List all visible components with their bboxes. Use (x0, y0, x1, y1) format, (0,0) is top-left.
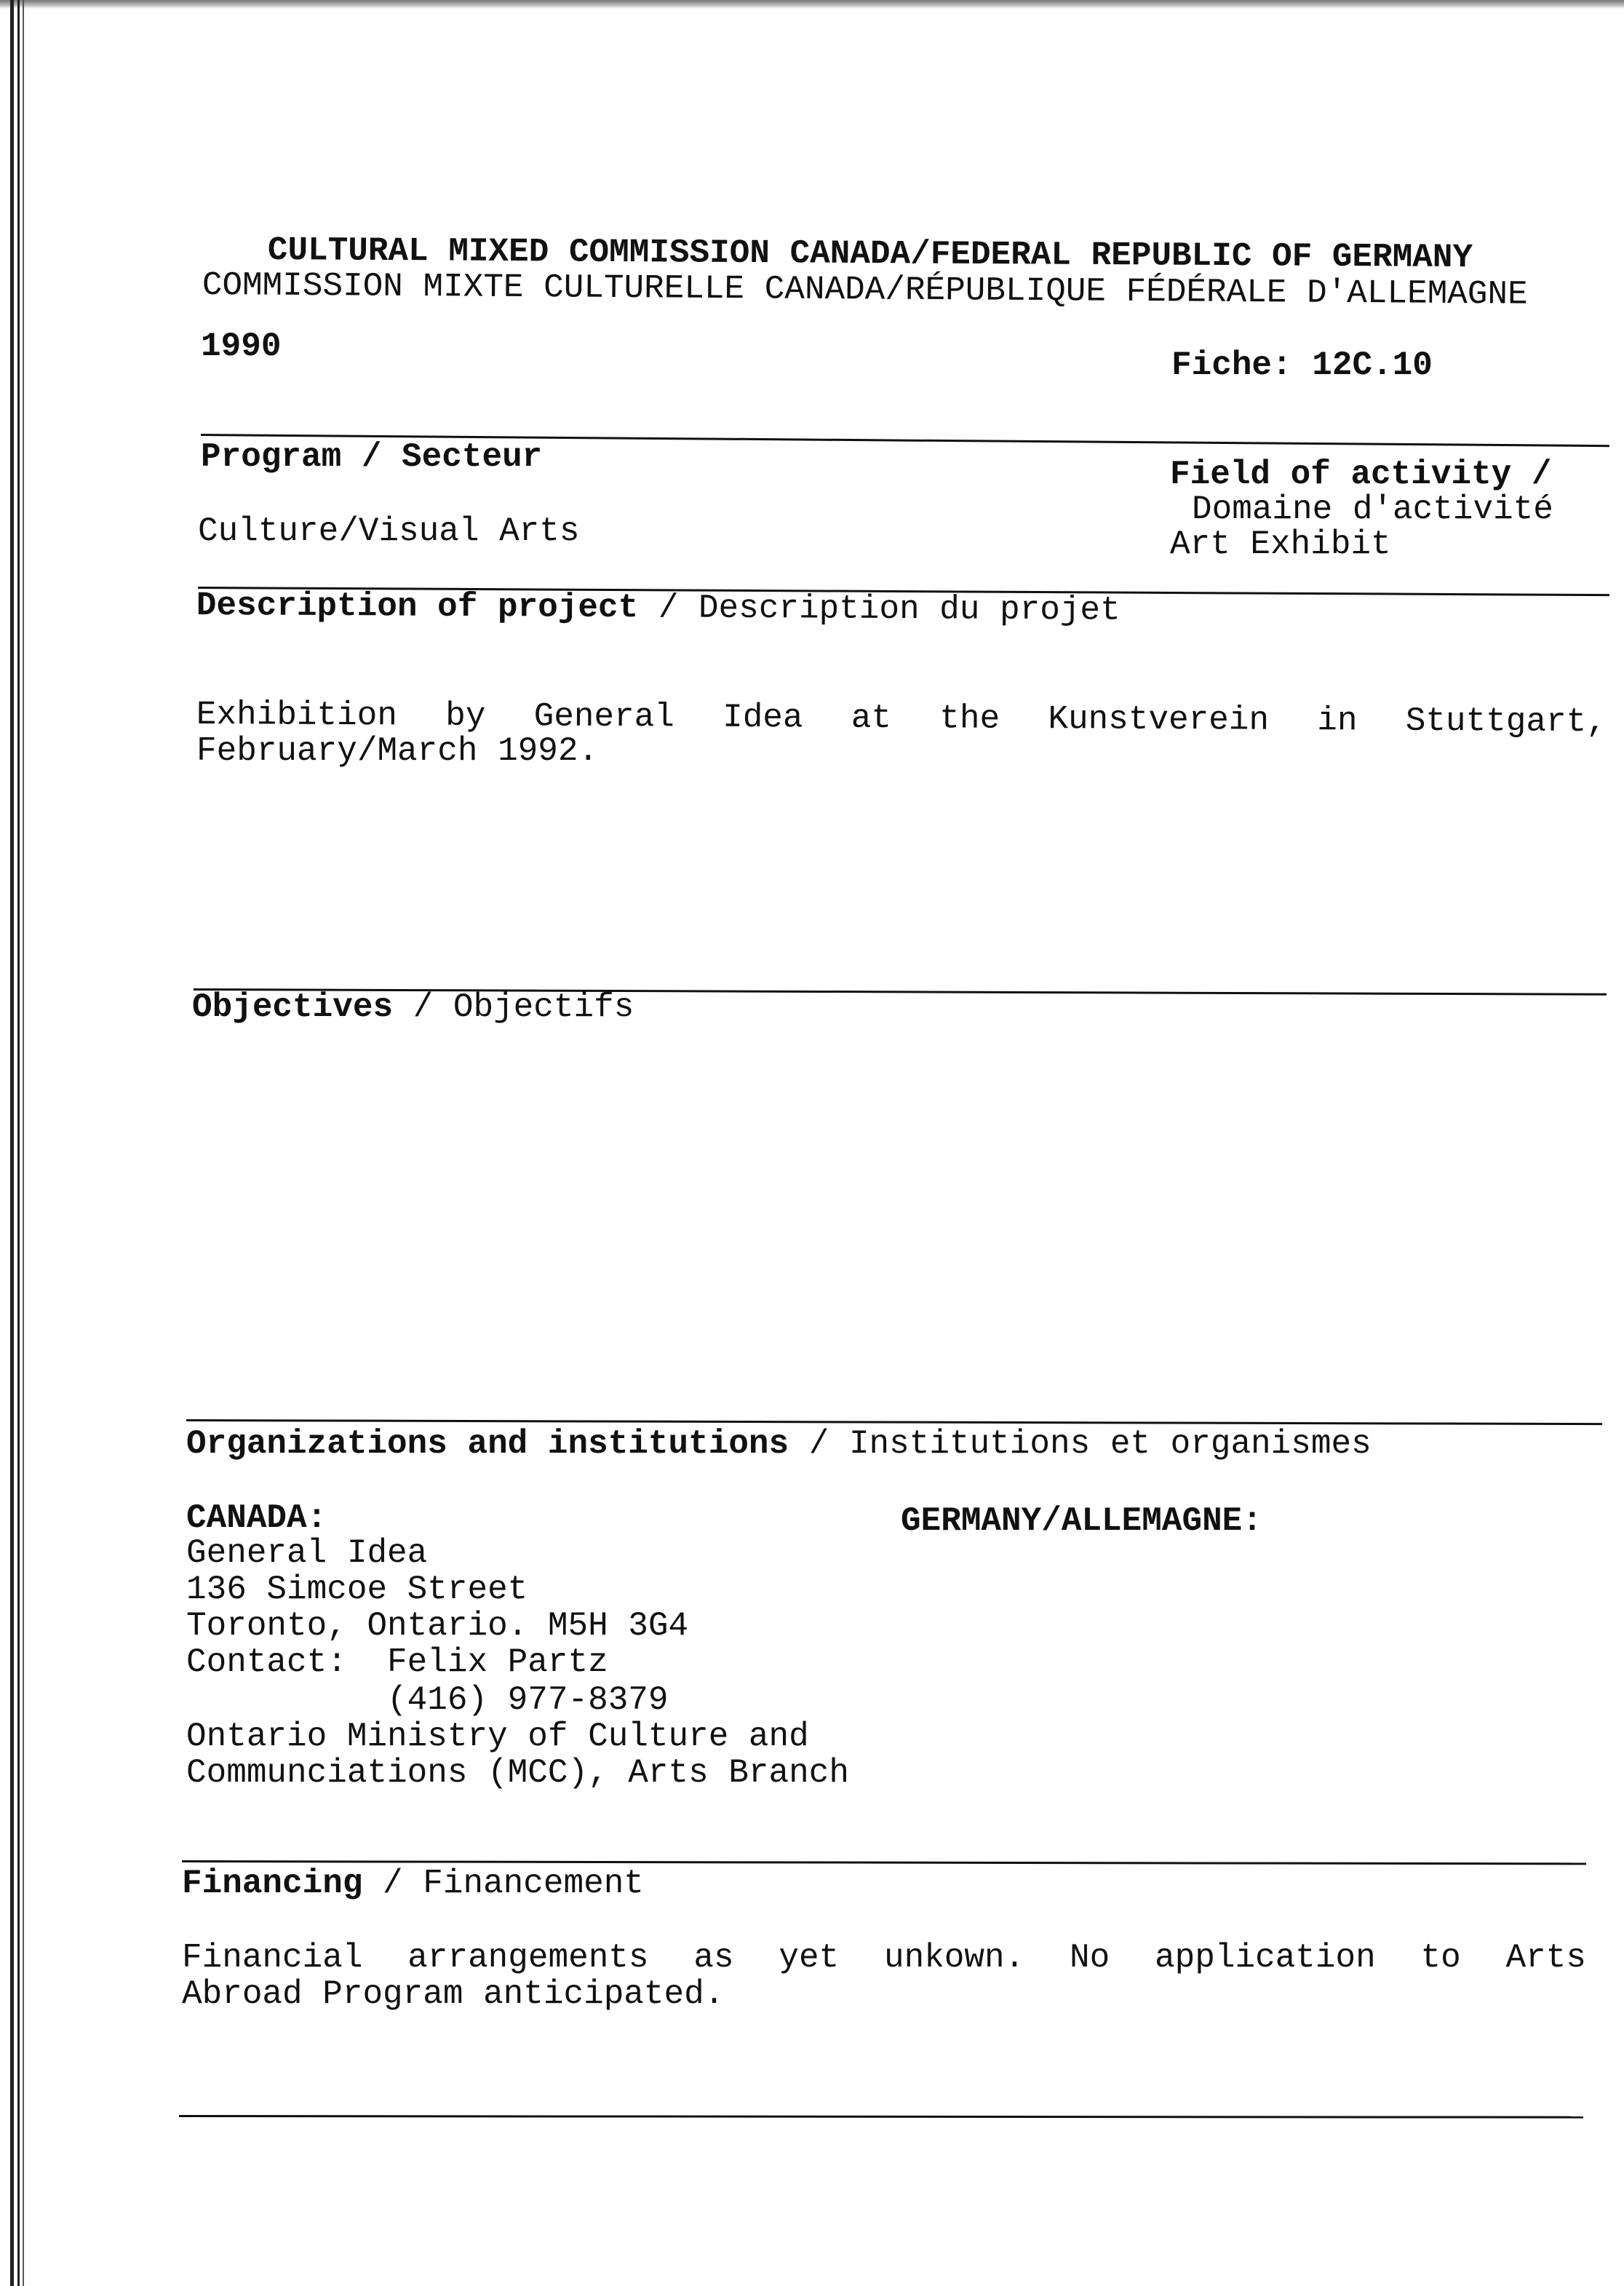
description-label (196, 587, 1121, 630)
objectives-label-bold: Objectives (192, 988, 394, 1026)
scan-edge-top (0, 0, 1624, 9)
organizations-label-rest: / Institutions et organismes (789, 1425, 1372, 1463)
program-value: Culture/Visual Arts (198, 512, 580, 550)
objectives-label (192, 988, 634, 1026)
divider (186, 1419, 1602, 1425)
organizations-label-bold: Organizations and institutions (186, 1425, 789, 1463)
organizations-label (186, 1425, 1372, 1463)
canada-org-line: Ontario Ministry of Culture and (186, 1718, 809, 1755)
canada-org-line: Contact: Felix Partz (186, 1643, 608, 1681)
canada-org-line: General Idea (186, 1534, 428, 1572)
field-of-activity-value: Art Exhibit (1170, 525, 1391, 563)
financing-line-2: Abroad Program anticipated. (182, 1975, 725, 2013)
fiche-number: Fiche: 12C.10 (1171, 346, 1433, 384)
year: 1990 (201, 328, 282, 365)
program-label (201, 438, 542, 476)
scan-edge-left (0, 0, 44, 2286)
description-line-1-text: Exhibition by General Idea at the Kunstverein in Stuttgart, (196, 696, 1607, 742)
canada-org-line: (416) 977-8379 (186, 1681, 669, 1719)
title-english: CULTURAL MIXED COMMISSION CANADA/FEDERAL REPUBLIC OF GERMANY (267, 231, 1473, 277)
description-label-bold: Description of project (196, 587, 639, 627)
financing-line-1-text: Financial arrangements as yet unkown. No application to Arts (182, 1939, 1586, 1977)
objectives-label-rest: / Objectifs (393, 988, 634, 1026)
description-label-rest: / Description du projet (638, 589, 1121, 630)
canada-org-line: Communciations (MCC), Arts Branch (186, 1754, 849, 1792)
canada-org-line: Toronto, Ontario. M5H 3G4 (186, 1607, 689, 1645)
title-french: COMMISSION MIXTE CULTURELLE CANADA/RÉPUBLIQUE FÉDÉRALE D'ALLEMAGNE (202, 266, 1528, 314)
field-of-activity-label: Field of activity / (1170, 456, 1552, 493)
germany-heading: GERMANY/ALLEMAGNE: (901, 1502, 1262, 1540)
canada-heading: CANADA: (186, 1499, 327, 1537)
program-label-text: Program / Secteur (201, 438, 543, 476)
field-of-activity-label-fr: Domaine d'activité (1192, 491, 1553, 528)
financing-line-1 (182, 1939, 1586, 1977)
divider (179, 2115, 1583, 2119)
financing-label-bold: Financing (182, 1865, 363, 1902)
description-line-2: February/March 1992. (196, 732, 599, 770)
canada-org-line: 136 Simcoe Street (186, 1571, 528, 1608)
financing-label-rest: / Financement (362, 1865, 644, 1902)
financing-label (182, 1865, 644, 1902)
